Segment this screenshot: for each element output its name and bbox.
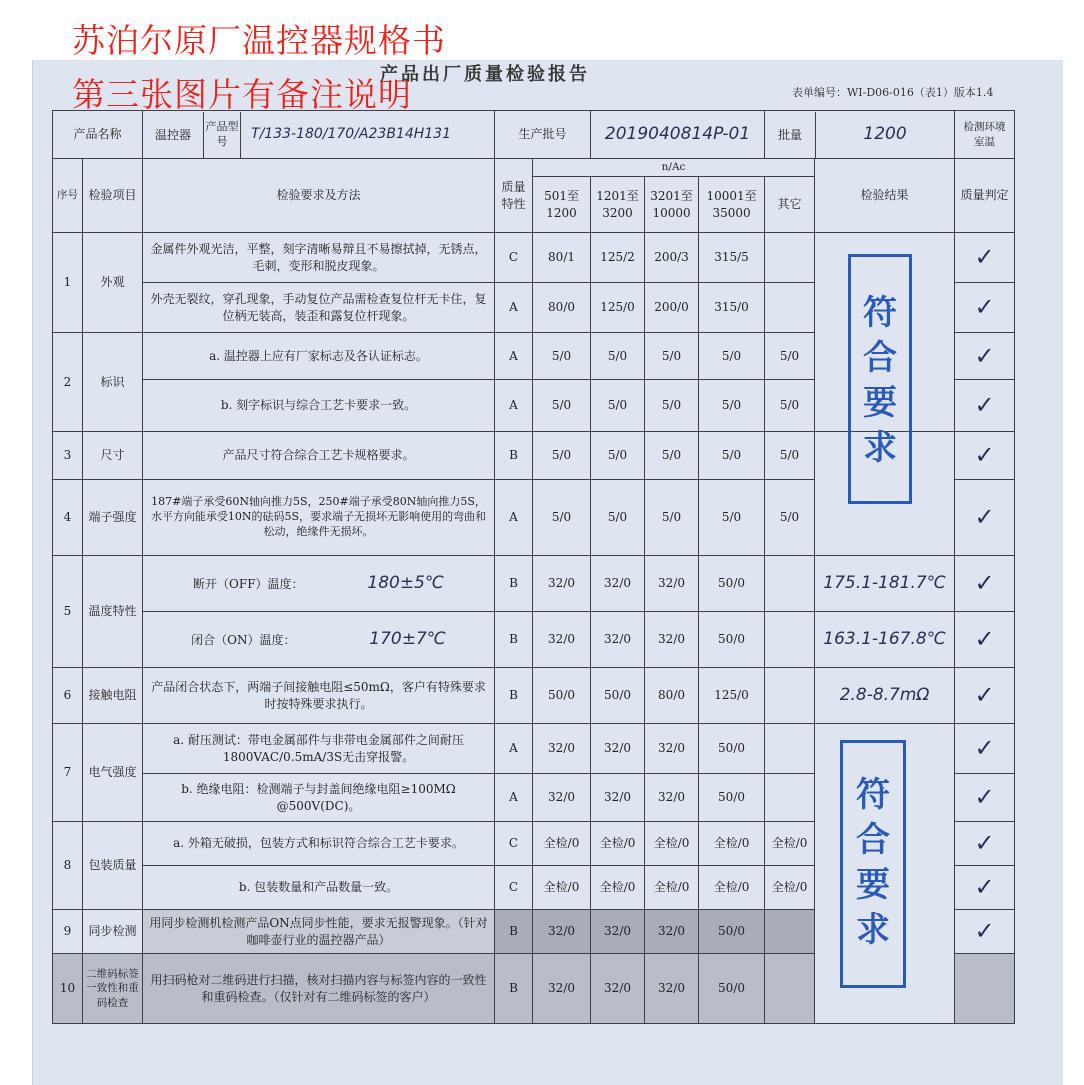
check-mark-icon: ✓ [955,556,1015,612]
product-name-value: 温控器 [143,112,204,158]
row-r4: 50/0 [699,910,765,954]
row-r2: 5/0 [591,380,645,432]
row-item: 接触电阻 [83,668,143,724]
row-method: 产品闭合状态下，两端子间接触电阻≤50mΩ，客户有特殊要求时按特殊要求执行。 [143,668,495,724]
col-range-3: 3201至10000 [645,177,699,233]
check-mark-icon: ✓ [955,668,1015,724]
row-item: 二维码标签一致性和重码检查 [83,954,143,1024]
row-other: 5/0 [765,480,815,556]
row-other [765,668,815,724]
row-other [765,774,815,822]
row-seq: 9 [53,910,83,954]
col-nac: n/Ac [533,159,815,177]
row-r3: 32/0 [645,612,699,668]
report-title: 产品出厂质量检验报告 [380,64,590,85]
col-judgement: 质量判定 [955,159,1015,233]
row-seq: 8 [53,822,83,910]
check-mark-icon: ✓ [955,724,1015,774]
row-r2: 32/0 [591,556,645,612]
row-r2: 32/0 [591,612,645,668]
row-r1: 全检/0 [533,822,591,866]
product-name-label: 产品名称 [53,111,143,159]
row-other [765,954,815,1024]
check-mark-icon [955,954,1015,1024]
row-method: 外壳无裂纹，穿孔现象，手动复位产品需检查复位杆无卡住，复位柄无装高，装歪和露复位杆现象。 [143,283,495,333]
check-mark-icon: ✓ [955,333,1015,380]
row-r1: 5/0 [533,480,591,556]
check-mark-icon: ✓ [955,283,1015,333]
row-seq: 6 [53,668,83,724]
row-quality: A [495,774,533,822]
resistance-result: 2.8-8.7mΩ [815,668,955,724]
row-r2: 32/0 [591,724,645,774]
row-r4: 50/0 [699,556,765,612]
check-mark-icon: ✓ [955,910,1015,954]
row-r4: 全检/0 [699,866,765,910]
table-row [53,556,1015,612]
row-other: 全检/0 [765,822,815,866]
row-r1: 全检/0 [533,866,591,910]
row-r3: 32/0 [645,910,699,954]
row-r4: 5/0 [699,480,765,556]
row-other: 5/0 [765,432,815,480]
check-mark-icon: ✓ [955,480,1015,556]
row-r1: 80/1 [533,233,591,283]
check-mark-icon: ✓ [955,866,1015,910]
row-r1: 5/0 [533,333,591,380]
row-r1: 5/0 [533,432,591,480]
table-row [53,612,1015,668]
row-other [765,910,815,954]
row-seq: 7 [53,724,83,822]
off-temp-spec: 180±5℃ [367,573,444,594]
check-mark-icon: ✓ [955,612,1015,668]
row-r4: 50/0 [699,612,765,668]
row-method: 金属件外观光洁，平整，刻字清晰易辩且不易擦拭掉，无锈点，毛刺，变形和脱皮现象。 [143,233,495,283]
row-r3: 全检/0 [645,822,699,866]
off-temp-result: 175.1-181.7℃ [815,556,955,612]
row-method: 产品尺寸符合综合工艺卡规格要求。 [143,432,495,480]
row-quality: A [495,724,533,774]
batch-qty-label: 批量 [765,112,816,158]
row-r4: 50/0 [699,724,765,774]
row-r4: 50/0 [699,954,765,1024]
col-quality: 质量特性 [495,159,533,233]
stamp-text: 符合要求 [856,775,890,950]
row-r3: 200/3 [645,233,699,283]
row-r1: 32/0 [533,556,591,612]
row-quality: C [495,822,533,866]
row-quality: A [495,380,533,432]
batch-no-label: 生产批号 [495,111,591,159]
row-item: 外观 [83,233,143,333]
row-quality: C [495,866,533,910]
row-r2: 全检/0 [591,866,645,910]
row-r2: 125/0 [591,283,645,333]
row-r1: 32/0 [533,724,591,774]
row-method: 断开（OFF）温度： [193,577,304,592]
row-r3: 5/0 [645,432,699,480]
row-r4: 315/5 [699,233,765,283]
col-result: 检验结果 [815,159,955,233]
row-method: 用扫码枪对二维码进行扫描，核对扫描内容与标签内容的一致性和重码检查。（仅针对有二维码标签的客户） [143,954,495,1024]
row-r3: 5/0 [645,480,699,556]
check-mark-icon: ✓ [955,432,1015,480]
row-other: 5/0 [765,333,815,380]
col-range-4: 10001至35000 [699,177,765,233]
row-item: 标识 [83,333,143,432]
row-item: 端子强度 [83,480,143,556]
row-quality: A [495,333,533,380]
env-label: 检测环境 室温 [955,111,1015,159]
row-r3: 5/0 [645,333,699,380]
row-other [765,724,815,774]
col-range-1: 501至1200 [533,177,591,233]
row-quality: B [495,556,533,612]
overlay-title-line1: 苏泊尔原厂温控器规格书 [72,21,446,60]
row-r2: 5/0 [591,333,645,380]
row-r2: 50/0 [591,668,645,724]
row-quality: C [495,233,533,283]
row-method: a. 温控器上应有厂家标志及各认证标志。 [143,333,495,380]
row-item: 电气强度 [83,724,143,822]
col-method: 检验要求及方法 [143,159,495,233]
row-r1: 32/0 [533,910,591,954]
approval-stamp [848,254,912,504]
row-item: 包装质量 [83,822,143,910]
row-quality: A [495,480,533,556]
row-r3: 32/0 [645,724,699,774]
on-temp-result: 163.1-167.8℃ [815,612,955,668]
row-quality: B [495,432,533,480]
col-other: 其它 [765,177,815,233]
row-r3: 全检/0 [645,866,699,910]
row-item: 同步检测 [83,910,143,954]
row-r1: 32/0 [533,954,591,1024]
row-method: 187#端子承受60N轴向推力5S，250#端子承受80N轴向推力5S，水平方向能承受10N的砝码5S，要求端子无损坏无影响使用的弯曲和松动，绝缘件无损坏。 [143,480,495,556]
model-value: T/133-180/170/A23B14H131 [251,126,451,143]
table-row [53,668,1015,724]
row-seq: 1 [53,233,83,333]
form-number: 表单编号：WI-D06-016（表1）版本1.4 [792,86,994,99]
check-mark-icon: ✓ [955,233,1015,283]
row-r2: 32/0 [591,910,645,954]
batch-qty-value: 1200 [863,124,907,145]
row-r2: 全检/0 [591,822,645,866]
row-method: 闭合（ON）温度： [191,633,296,648]
row-r4: 315/0 [699,283,765,333]
row-quality: B [495,910,533,954]
check-mark-icon: ✓ [955,774,1015,822]
batch-no-value: 2019040814P-01 [591,111,765,159]
row-quality: B [495,954,533,1024]
row-method: a. 耐压测试：带电金属部件与非带电金属部件之间耐压1800VAC/0.5mA/3S无击穿报警。 [143,724,495,774]
row-method: a. 外箱无破损，包装方式和标识符合综合工艺卡要求。 [143,822,495,866]
row-r2: 32/0 [591,774,645,822]
row-item: 尺寸 [83,432,143,480]
row-r1: 32/0 [533,774,591,822]
row-other [765,283,815,333]
row-r3: 200/0 [645,283,699,333]
row-r4: 50/0 [699,774,765,822]
col-seq: 序号 [53,159,83,233]
row-seq: 2 [53,333,83,432]
row-r4: 5/0 [699,333,765,380]
row-seq: 3 [53,432,83,480]
row-seq: 10 [53,954,83,1024]
header-product-row [53,111,1015,159]
row-quality: A [495,283,533,333]
row-other: 全检/0 [765,866,815,910]
on-temp-spec: 170±7℃ [369,629,446,650]
approval-stamp [840,740,906,988]
row-r2: 125/2 [591,233,645,283]
row-method: b. 绝缘电阻：检测端子与封盖间绝缘电阻≥100MΩ @500V(DC)。 [143,774,495,822]
row-r4: 125/0 [699,668,765,724]
row-quality: B [495,668,533,724]
row-method: 用同步检测机检测产品ON点同步性能，要求无报警现象。（针对咖啡壶行业的温控器产品） [143,910,495,954]
check-mark-icon: ✓ [955,822,1015,866]
row-r2: 32/0 [591,954,645,1024]
row-r3: 32/0 [645,556,699,612]
row-r1: 32/0 [533,612,591,668]
row-other [765,233,815,283]
row-r1: 50/0 [533,668,591,724]
row-r3: 80/0 [645,668,699,724]
row-r3: 32/0 [645,954,699,1024]
row-r3: 5/0 [645,380,699,432]
row-r3: 32/0 [645,774,699,822]
col-range-2: 1201至3200 [591,177,645,233]
row-r1: 5/0 [533,380,591,432]
row-other: 5/0 [765,380,815,432]
row-other [765,556,815,612]
row-r4: 5/0 [699,380,765,432]
model-label: 产品型号 [204,112,241,158]
row-r4: 全检/0 [699,822,765,866]
check-mark-icon: ✓ [955,380,1015,432]
row-r1: 80/0 [533,283,591,333]
row-other [765,612,815,668]
row-method: b. 包装数量和产品数量一致。 [143,866,495,910]
row-r2: 5/0 [591,432,645,480]
overlay-title-line2: 第三张图片有备注说明 [72,75,412,114]
stamp-text: 符合要求 [863,293,897,468]
row-r4: 5/0 [699,432,765,480]
row-method: b. 刻字标识与综合工艺卡要求一致。 [143,380,495,432]
row-quality: B [495,612,533,668]
row-r2: 5/0 [591,480,645,556]
row-seq: 5 [53,556,83,668]
row-seq: 4 [53,480,83,556]
col-item: 检验项目 [83,159,143,233]
row-item: 温度特性 [83,556,143,668]
